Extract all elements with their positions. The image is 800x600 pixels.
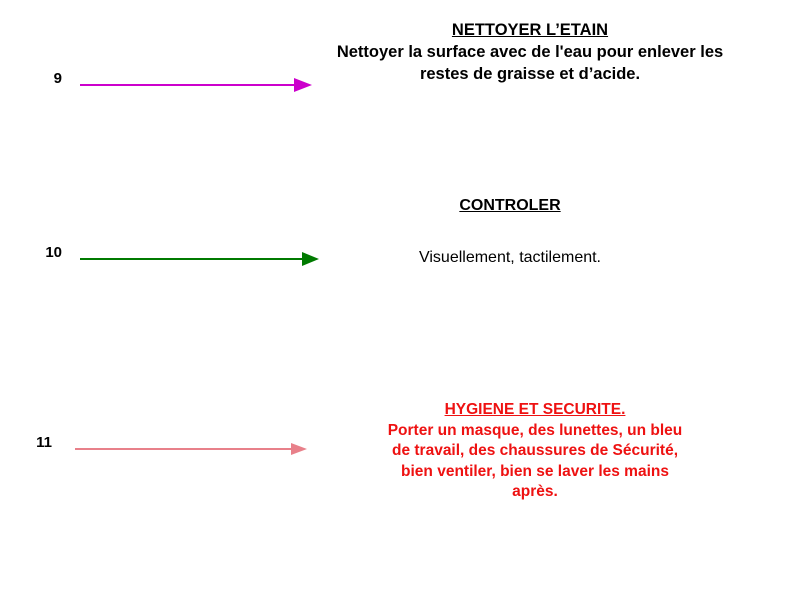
arrow-line-9 bbox=[80, 84, 298, 86]
arrow-head-10 bbox=[302, 252, 319, 266]
arrow-step-10 bbox=[80, 252, 325, 266]
step-11-body: Porter un masque, des lunettes, un bleu de travail, des chaussures de Sécurité, bien ventiler, bien se laver les mains après. bbox=[387, 421, 683, 501]
arrow-line-11 bbox=[75, 448, 297, 450]
step-number-9: 9 bbox=[53, 70, 62, 87]
arrow-step-11 bbox=[75, 442, 315, 456]
step-10-text bbox=[335, 195, 685, 268]
step-10-title: CONTROLER bbox=[459, 197, 561, 214]
step-11-text bbox=[385, 400, 685, 503]
step-9-title: NETTOYER L’ETAIN bbox=[451, 21, 609, 39]
step-10-body: Visuellement, tactilement. bbox=[418, 248, 601, 266]
arrow-head-11 bbox=[291, 443, 307, 455]
arrow-line-10 bbox=[80, 258, 305, 260]
step-9-text bbox=[330, 20, 730, 85]
step-11-title: HYGIENE ET SECURITE. bbox=[444, 401, 626, 418]
arrow-head-9 bbox=[294, 78, 312, 92]
step-number-10: 10 bbox=[45, 244, 62, 261]
step-9-body: Nettoyer la surface avec de l'eau pour enlever les restes de graisse et d’acide. bbox=[336, 42, 724, 83]
arrow-step-9 bbox=[80, 78, 312, 92]
step-number-11: 11 bbox=[36, 434, 52, 451]
